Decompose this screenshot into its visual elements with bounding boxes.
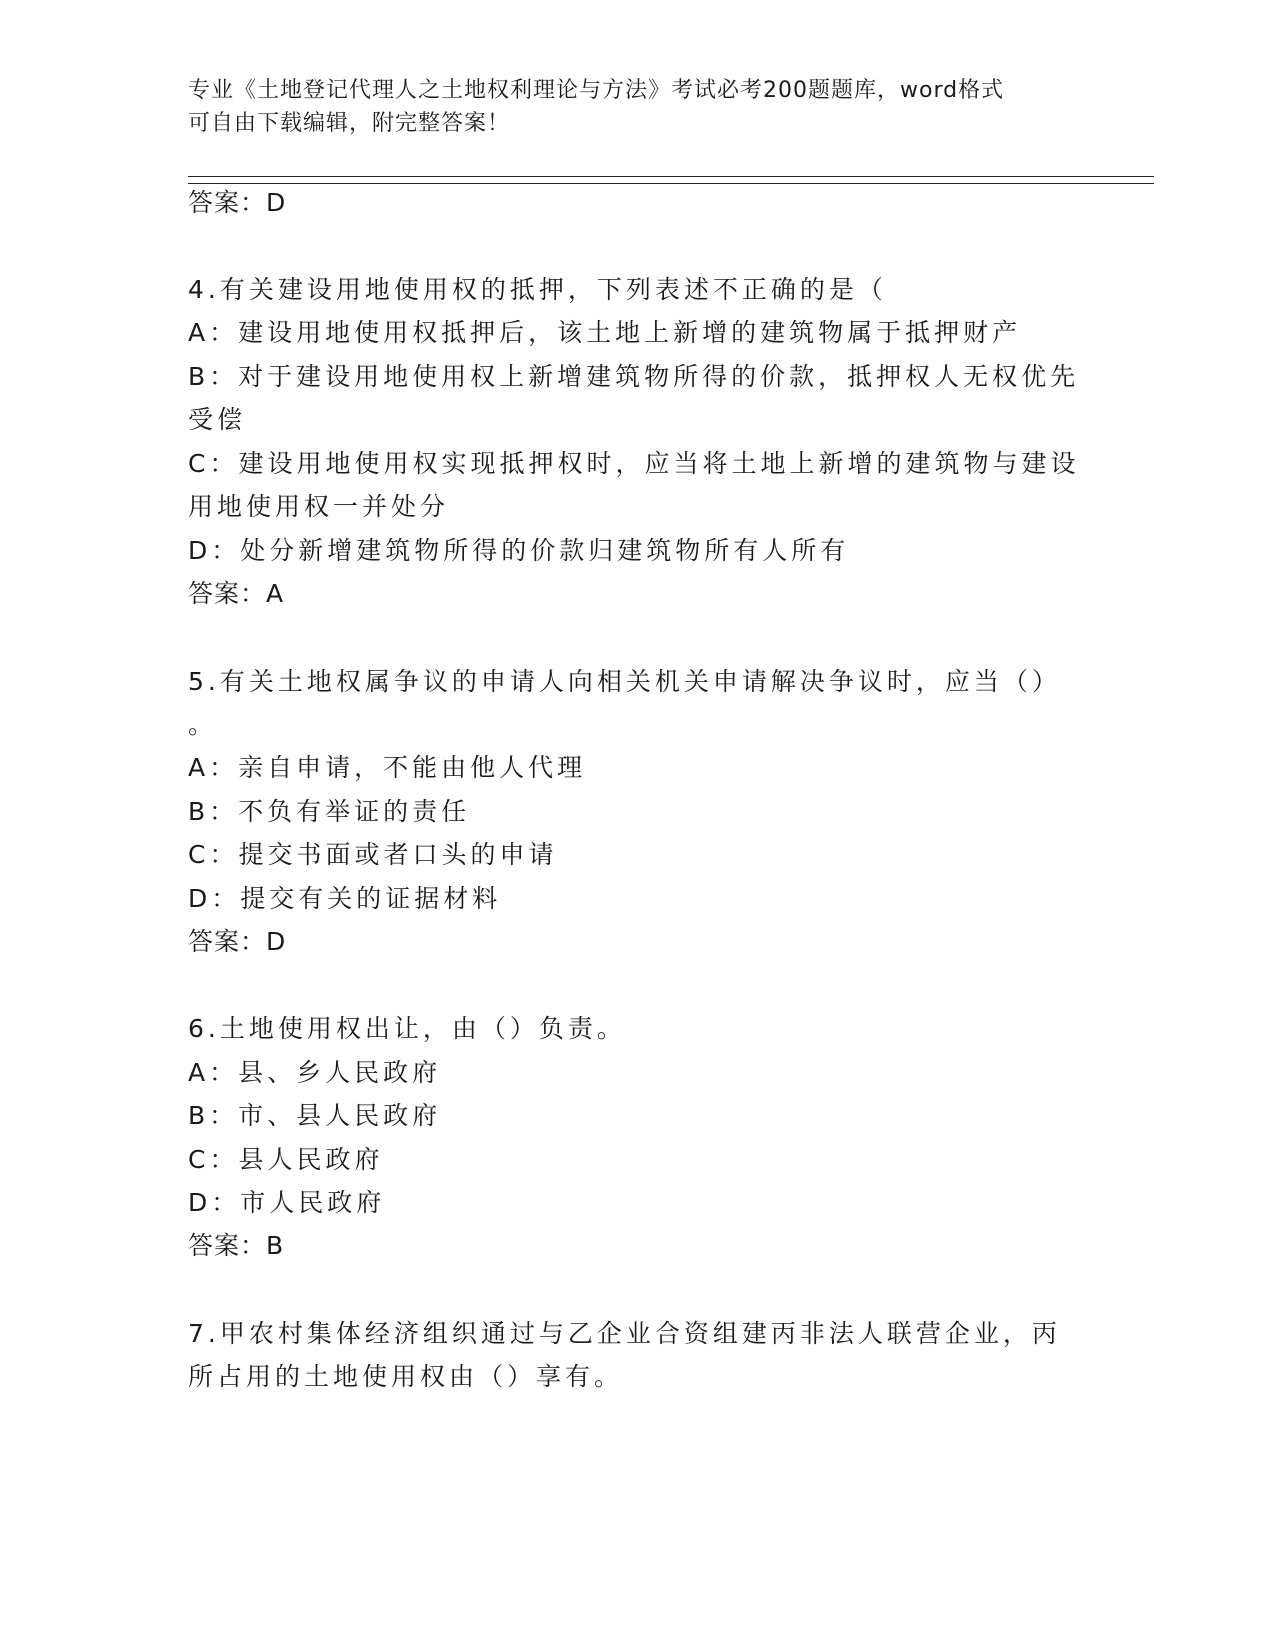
question-5-stem: 5.有关土地权属争议的申请人向相关机关申请解决争议时，应当（） [188, 667, 1061, 696]
question-7-stem: 7.甲农村集体经济组织通过与乙企业合资组建丙非法人联营企业，丙 [188, 1319, 1061, 1348]
question-5-option-a: A：亲自申请，不能由他人代理 [188, 753, 587, 782]
question-4-option-d: D：处分新增建筑物所得的价款归建筑物所有人所有 [188, 536, 850, 565]
document-header [188, 74, 1068, 140]
question-6-option-d: D：市人民政府 [188, 1188, 386, 1217]
question-4-option-c-cont: 用地使用权一并处分 [188, 492, 450, 521]
question-6-option-a: A：县、乡人民政府 [188, 1058, 442, 1087]
question-4-answer: 答案：A [188, 579, 285, 608]
header-line-2: 可自由下载编辑，附完整答案！ [188, 111, 511, 136]
question-6-option-c: C：县人民政府 [188, 1145, 384, 1174]
question-4-option-a: A：建设用地使用权抵押后，该土地上新增的建筑物属于抵押财产 [188, 318, 1022, 347]
question-6-option-b: B：市、县人民政府 [188, 1101, 442, 1130]
question-6-stem: 6.土地使用权出让，由（）负责。 [188, 1014, 626, 1043]
question-5-option-d: D：提交有关的证据材料 [188, 884, 502, 913]
question-4-option-c: C：建设用地使用权实现抵押权时，应当将土地上新增的建筑物与建设 [188, 449, 1080, 478]
previous-answer: 答案：D [188, 188, 287, 217]
question-5-option-b: B：不负有举证的责任 [188, 797, 471, 826]
question-4-option-b-cont: 受偿 [188, 405, 247, 434]
header-line-1: 专业《土地登记代理人之土地权利理论与方法》考试必考200题题库，word格式 [188, 78, 1005, 103]
question-7-stem-cont: 所占用的土地使用权由（）享有。 [188, 1362, 624, 1391]
question-5-answer: 答案：D [188, 927, 287, 956]
question-5-stem-cont: 。 [188, 710, 218, 739]
question-4-stem: 4.有关建设用地使用权的抵押，下列表述不正确的是（ [188, 275, 887, 304]
header-divider [188, 176, 1154, 184]
question-6-answer: 答案：B [188, 1231, 285, 1260]
question-4-option-b: B：对于建设用地使用权上新增建筑物所得的价款，抵押权人无权优先 [188, 362, 1080, 391]
question-5-option-c: C：提交书面或者口头的申请 [188, 840, 558, 869]
